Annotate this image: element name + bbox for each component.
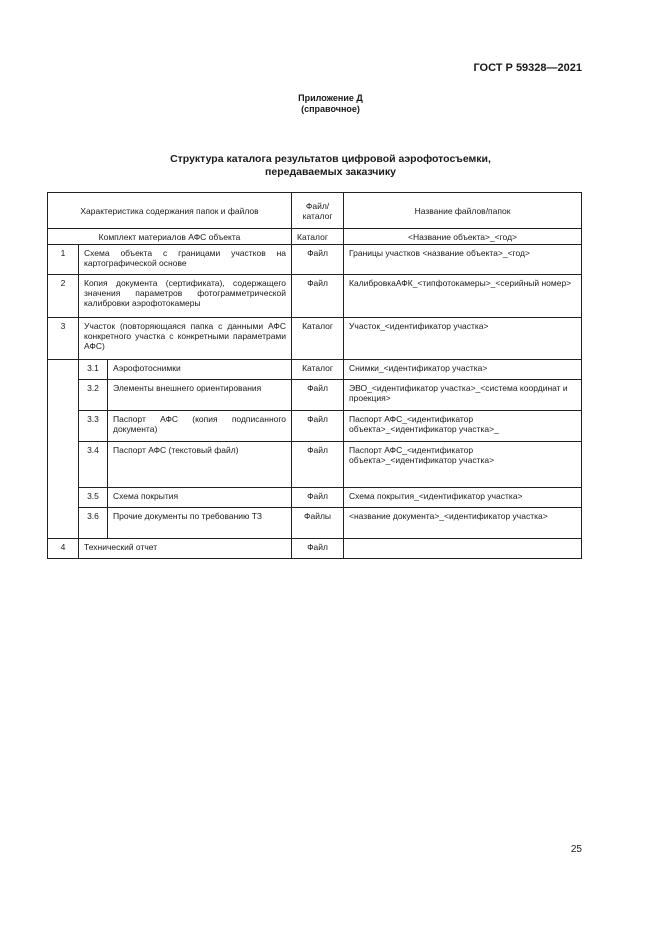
header-type: Файл/ каталог	[292, 193, 344, 229]
row-number: 2	[48, 275, 79, 318]
row-name: Границы участков <название объекта>_<год>	[344, 245, 582, 275]
table-subrow	[48, 360, 582, 380]
root-content: Комплект материалов АФС объекта	[48, 229, 292, 245]
row-number: 4	[48, 539, 79, 559]
subrow-type: Файл	[292, 442, 344, 488]
subrow-type: Каталог	[292, 360, 344, 380]
row-content: Технический отчет	[79, 539, 292, 559]
table-subrow	[48, 411, 582, 442]
group-spacer-cell	[48, 360, 79, 539]
row-type: Файл	[292, 245, 344, 275]
subrow-content: Прочие документы по требованию ТЗ	[108, 508, 292, 539]
subrow-type: Файл	[292, 411, 344, 442]
table-header-row	[48, 193, 582, 229]
table-subrow	[48, 508, 582, 539]
table-subrow	[48, 488, 582, 508]
annex-title: Приложение Д	[298, 93, 363, 103]
row-name: КалибровкаАФК_<типфотокамеры>_<серийный номер>	[344, 275, 582, 318]
table-row	[48, 318, 582, 360]
subrow-type: Файл	[292, 488, 344, 508]
row-number: 3	[48, 318, 79, 360]
standard-number: ГОСТ Р 59328—2021	[473, 62, 582, 74]
subrow-number: 3.1	[79, 360, 108, 380]
subrow-number: 3.5	[79, 488, 108, 508]
header-content: Характеристика содержания папок и файлов	[48, 193, 292, 229]
subrow-content: Элементы внешнего ориентирования	[108, 380, 292, 411]
subrow-number: 3.4	[79, 442, 108, 488]
root-type: Каталог	[292, 229, 344, 245]
subrow-content: Аэрофотоснимки	[108, 360, 292, 380]
catalog-structure-table	[47, 192, 582, 559]
table-row	[48, 245, 582, 275]
table-caption-line2: передаваемых заказчику	[265, 166, 396, 178]
row-type: Каталог	[292, 318, 344, 360]
subrow-number: 3.3	[79, 411, 108, 442]
subrow-type: Файлы	[292, 508, 344, 539]
subrow-name: Паспорт АФС_<идентификатор объекта>_<идентификатор участка>_	[344, 411, 582, 442]
table-subrow	[48, 442, 582, 488]
row-name: Участок_<идентификатор участка>	[344, 318, 582, 360]
table-subrow	[48, 380, 582, 411]
subrow-name: Паспорт АФС_<идентификатор объекта>_<идентификатор участка>	[344, 442, 582, 488]
annex-kind: (справочное)	[301, 104, 360, 114]
subrow-type: Файл	[292, 380, 344, 411]
table-row	[48, 275, 582, 318]
subrow-content: Паспорт АФС (копия подписанного документа)	[108, 411, 292, 442]
row-content: Копия документа (сертификата), содержащего значения параметров фотограмметрической калибровки аэрофотокамеры	[79, 275, 292, 318]
subrow-number: 3.2	[79, 380, 108, 411]
subrow-name: Схема покрытия_<идентификатор участка>	[344, 488, 582, 508]
row-number: 1	[48, 245, 79, 275]
subrow-name: Снимки_<идентификатор участка>	[344, 360, 582, 380]
subrow-number: 3.6	[79, 508, 108, 539]
page-number: 25	[570, 844, 582, 855]
table-row	[48, 539, 582, 559]
subrow-name: <название документа>_<идентификатор участка>	[344, 508, 582, 539]
root-name: <Название объекта>_<год>	[344, 229, 582, 245]
subrow-content: Схема покрытия	[108, 488, 292, 508]
table-caption-line1: Структура каталога результатов цифровой аэрофотосъемки,	[170, 153, 491, 165]
subrow-name: ЭВО_<идентификатор участка>_<система координат и проекция>	[344, 380, 582, 411]
row-name	[344, 539, 582, 559]
row-type: Файл	[292, 275, 344, 318]
row-content: Участок (повторяющаяся папка с данными АФС конкретного участка с конкретными параметрами АФС)	[79, 318, 292, 360]
row-type: Файл	[292, 539, 344, 559]
header-name: Название файлов/папок	[344, 193, 582, 229]
subrow-content: Паспорт АФС (текстовый файл)	[108, 442, 292, 488]
table-row-root	[48, 229, 582, 245]
row-content: Схема объекта с границами участков на картографической основе	[79, 245, 292, 275]
